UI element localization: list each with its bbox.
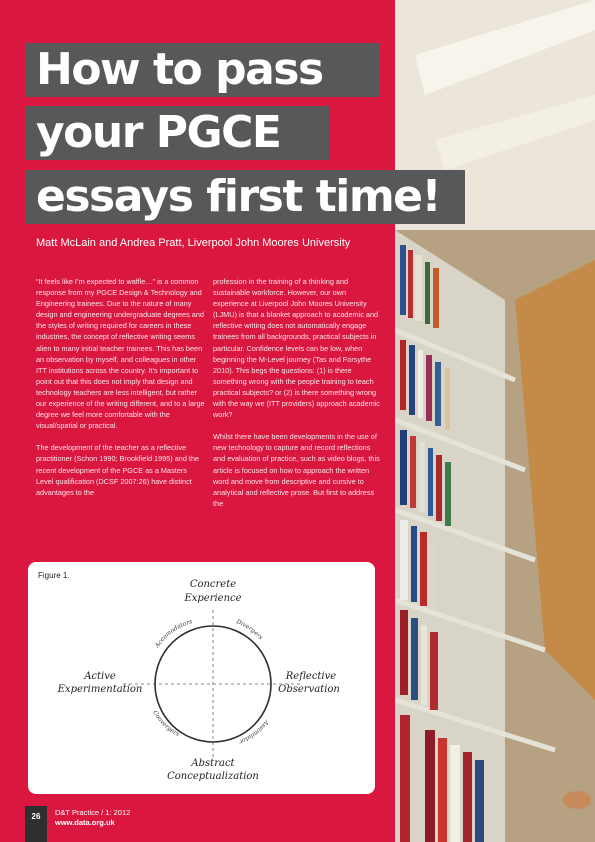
svg-text:Convergers: [151, 709, 180, 737]
right-label-1: Reflective: [285, 671, 337, 682]
title-line-2: your PGCE: [36, 107, 281, 158]
arc-label-divergers: Divergers: [235, 618, 265, 642]
svg-text:Accomodators: [153, 618, 193, 650]
title-line-1: How to pass: [36, 44, 323, 95]
left-label-2: Experimentation: [57, 684, 143, 695]
column-1-paragraph-1: “It feels like I’m expected to waffle…” is a common response from my PGCE Design & Technology and Engineering trainees. Due to the nature of many design and engineering undergraduate degrees and the styles of writing required for careers in these industries, the concept of reflective writing seems alien to many initial teacher trainees. This has been an observation by myself, and colleagues in other ITT institutions across the country. It’s important to point out that this does not imply that design and technology teachers are less intelligent, but rather our experience of the writing different, and to a large degree we feel more comfortable with the visual/spatial or practical.: [36, 277, 205, 431]
kolb-cycle-diagram: [28, 562, 375, 794]
bottom-label-1: Abstract: [191, 758, 235, 769]
title-line-3: essays first time!: [36, 171, 441, 222]
figure-label: Figure 1.: [38, 571, 70, 580]
arc-label-convergers: Convergers: [151, 709, 181, 738]
bottom-label-2: Conceptualization: [167, 771, 259, 782]
body-column-2: [213, 276, 383, 520]
arc-label-assimilators: Assimilator: [238, 718, 270, 746]
top-label-2: Experience: [184, 593, 242, 604]
column-1-paragraph-2: The development of the teacher as a reflective practitioner (Schon 1990; Brookfield 1995) and the recent development of the PGCE as a Masters Level qualification (DCSF 2007:26) have distinct advantages to the: [36, 443, 200, 497]
footer-issue: D&T Practice / 1: 2012: [55, 808, 131, 817]
arc-label-accomodators: Accomodators: [153, 618, 194, 650]
right-label-2: Observation: [278, 684, 340, 695]
left-label-1: Active: [84, 671, 116, 682]
top-label-1: Concrete: [189, 579, 237, 590]
library-shelves-photo: [395, 0, 595, 842]
column-2-paragraph-2: Whilst there have been developments in the use of new technology to capture and record reflections and evaluation of practice, such as video blogs, this article is focused on how to approach the written word and move from descriptive and cursive to analytical and reflective prose. But first to address the: [213, 432, 380, 508]
column-2-paragraph-1: profession in the training of a thinking and sustainable workforce. However, our own experience at Liverpool John Moores University (LJMU) is that a blanket approach to academic and reflective writing does not automatically engage trainees from all backgrounds, practical subjects in particular. Confidence levels can be low, when beginning the M-Level journey (Tas and Forsythe 2010). This begs the questions: (1) is there something wrong with the people training to teach practical subjects? or (2) is there something wrong with the way we (ITT providers) approach academic work?: [213, 277, 380, 420]
footer-info: [55, 808, 130, 828]
figure-kolb-cycle: [28, 562, 375, 794]
page-number: 26: [25, 806, 47, 842]
footer-url[interactable]: www.data.org.uk: [55, 818, 115, 827]
article-authors: Matt McLain and Andrea Pratt, Liverpool John Moores University: [36, 237, 351, 249]
body-column-1: [36, 276, 206, 509]
